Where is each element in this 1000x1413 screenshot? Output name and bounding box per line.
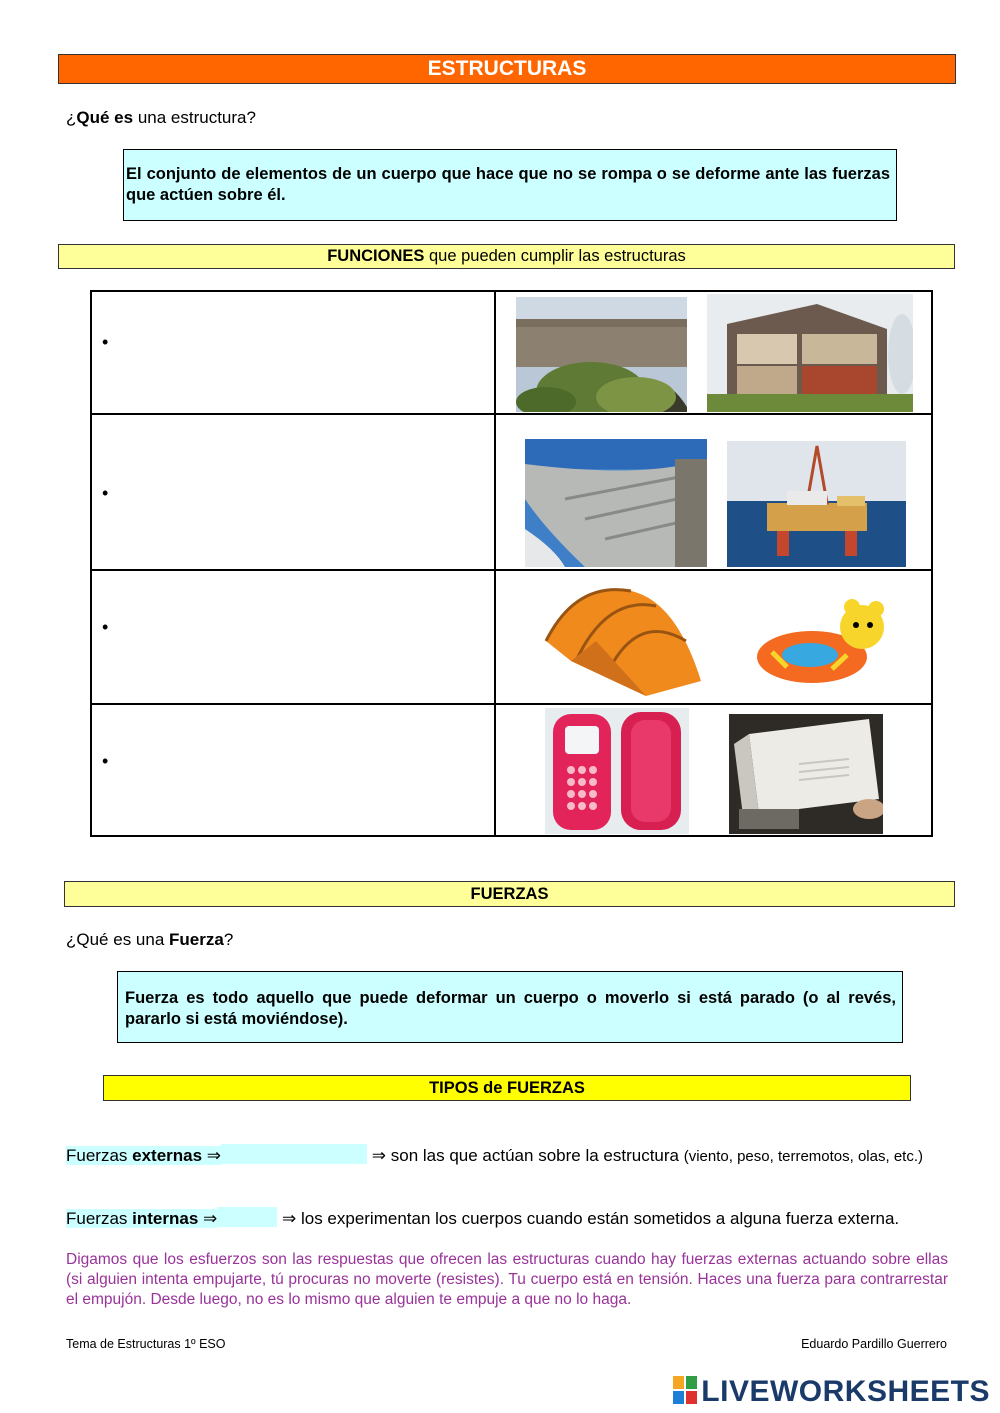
externas-answer-input[interactable] [221, 1144, 367, 1164]
funciones-header-rest: que pueden cumplir las estructuras [424, 247, 686, 265]
bullet-2: • [102, 483, 109, 503]
oil-platform-image [727, 441, 906, 567]
externas-label [66, 1146, 221, 1165]
liveworksheets-logo [673, 1375, 990, 1409]
table-row [91, 570, 932, 704]
question-force-bold: Fuerza [169, 930, 224, 949]
internas-line [66, 1207, 956, 1229]
bullet-4: • [102, 751, 109, 771]
table-row [91, 704, 932, 836]
computer-case-image [729, 714, 883, 834]
image-cell-3 [495, 570, 932, 704]
image-cell-4 [495, 704, 932, 836]
question-structure [66, 108, 256, 128]
definition-force-box [117, 971, 903, 1043]
internas-bold: internas [132, 1209, 199, 1228]
fuerzas-header: FUERZAS [64, 881, 955, 907]
question-force [66, 930, 233, 950]
definition-structure-text: El conjunto de elementos de un cuerpo que hace que no se rompa o se deforme ante las fuerzas que actúen sobre él. [126, 165, 890, 204]
question-bold: Qué es [76, 108, 134, 127]
answer-cell-1[interactable] [91, 291, 495, 414]
externas-arrow2: ⇒ [371, 1146, 387, 1165]
definition-force-text: Fuerza es todo aquello que puede deformar un cuerpo o moverlo si está parado (o al revés, pararlo si está moviéndose). [125, 989, 896, 1028]
internas-pre: Fuerzas [66, 1209, 133, 1228]
dam-image [525, 439, 707, 567]
externas-pre: Fuerzas [66, 1146, 133, 1165]
answer-cell-2[interactable] [91, 414, 495, 570]
bullet-3: • [102, 617, 109, 637]
answer-cell-3[interactable] [91, 570, 495, 704]
house-cutaway-image [707, 294, 913, 412]
footer-right: Eduardo Pardillo Guerrero [801, 1337, 947, 1351]
stone-bridge-image [516, 297, 687, 412]
tipos-header: TIPOS de FUERZAS [103, 1075, 911, 1101]
internas-arrow2: ⇒ [281, 1209, 297, 1228]
page-title: ESTRUCTURAS [58, 54, 956, 84]
internas-rest: los experimentan los cuerpos cuando están sometidos a alguna fuerza externa. [296, 1209, 900, 1228]
liveworksheets-mark-icon [673, 1376, 697, 1404]
definition-structure-box [123, 149, 897, 221]
table-row [91, 291, 932, 414]
question-force-open: ¿Qué es una [66, 930, 170, 949]
internas-arrow: ⇒ [198, 1209, 218, 1228]
functions-table [90, 290, 933, 837]
image-cell-1 [495, 291, 932, 414]
question-open: ¿ [66, 108, 77, 127]
externas-line [66, 1144, 948, 1167]
question-rest: una estructura? [133, 108, 256, 127]
liveworksheets-wordmark: LIVEWORKSHEETS [701, 1375, 990, 1408]
footer-left: Tema de Estructuras 1º ESO [66, 1337, 226, 1351]
externas-examples: (viento, peso, terremotos, olas, etc.) [683, 1148, 923, 1165]
funciones-header [58, 244, 955, 269]
internas-label [66, 1209, 217, 1228]
externas-bold: externas [132, 1146, 203, 1165]
externas-arrow: ⇒ [202, 1146, 222, 1165]
table-row [91, 414, 932, 570]
answer-cell-4[interactable] [91, 704, 495, 836]
funciones-header-bold: FUNCIONES [327, 247, 425, 265]
tent-image [536, 581, 708, 699]
question-force-rest: ? [223, 930, 234, 949]
image-cell-2 [495, 414, 932, 570]
phone-case-image [545, 708, 689, 834]
bullet-1: • [102, 332, 109, 352]
esfuerzos-paragraph: Digamos que los esfuerzos son las respuestas que ofrecen las estructuras cuando hay fuerzas externas actuando sobre ellas (si alguien intenta empujarte, tú procuras no moverte (resistes). Tu cuerpo está en tensión. Haces una fuerza para contrarrestar el empujón. Desde luego, no es lo mismo que alguien te empuje a que no lo haga. [66, 1251, 948, 1308]
inflatable-ring-image [752, 597, 892, 687]
internas-answer-input[interactable] [217, 1207, 277, 1227]
externas-rest: son las que actúan sobre la estructura [386, 1146, 684, 1165]
